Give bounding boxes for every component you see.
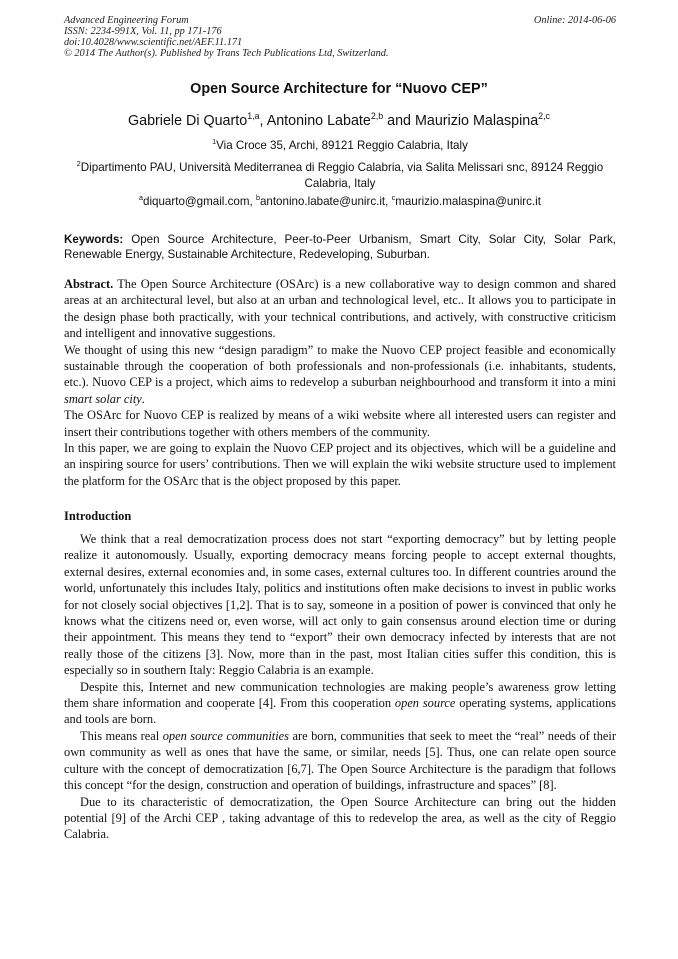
abstract-text: .	[141, 391, 145, 406]
email-mark: c	[391, 193, 396, 203]
affiliation-1	[64, 138, 616, 154]
copyright-line: © 2014 The Author(s). Published by Trans Tech Publications Ltd, Switzerland.	[64, 48, 389, 59]
journal-header	[64, 15, 616, 59]
author-emails	[64, 194, 616, 210]
keywords	[64, 232, 616, 262]
abstract-paragraph	[64, 342, 616, 408]
affiliation-mark: 1	[212, 137, 217, 147]
body-emphasis: open source communities	[162, 728, 289, 743]
body-paragraph	[64, 728, 616, 794]
email-address: diquarto@gmail.com,	[143, 195, 256, 208]
body-paragraph: We think that a real democratization process does not start “exporting democracy” but by letting people realize it autonomously. Usually, exporting democracy means forcing people to accept external thoughts, external desires, external economies and, in some cases, external cultures too. In different countries around the world, unfortunately this includes Italy, politics and institutions often make decisions to invest in public works for not closely social objectives [1,2]. That is to say, someone in a position of power is convinced that only he knows what the citizens need or, even worse, will act only to gain consensus around election time or during their appointment. This means they tend to “export” their own democracy infected by interests that are not really those of the citizens [3]. Now, more than in the past, most Italian cities suffer this condition, this is especially so in southern Italy: Reggio Calabria is an example.	[64, 532, 616, 678]
body-text: Despite this, Internet and new communication technologies are making people’s awareness grow letting them share information and cooperate [4]. From this cooperation	[64, 679, 616, 711]
author-affiliation-mark: 2,b	[370, 111, 384, 122]
author-name: Gabriele Di Quarto	[128, 113, 248, 129]
abstract-text: The Open Source Architecture (OSArc) is a new collaborative way to design common and shared areas at an architectural level, but also at an urban and technological level, etc.. It allows you to participate in the design phase both practically, with your technical contributions, and actively, with constructive criticism and intelligent and innovative suggestions.	[64, 277, 616, 341]
abstract-label: Abstract.	[64, 277, 114, 291]
body-text: are born, communities that seek to meet the “real” needs of their own community as well as ones that have the same, or similar, needs [5]. Thus, one can relate open source culture with the concept of democratization [6,7]. The Open Source Architecture is the paradigm that follows this concept “for the design, construction and operation of buildings, infrastructure and spaces” [8].	[64, 728, 617, 793]
author-name: Maurizio Malaspina	[414, 113, 539, 129]
doi-line: doi:10.4028/www.scientific.net/AEF.11.171	[64, 37, 243, 48]
affiliation-2	[64, 160, 616, 191]
author-separator: and	[383, 113, 415, 129]
abstract-paragraph: The OSArc for Nuovo CEP is realized by means of a wiki website where all interested users can register and insert their contributions together with others members of the community.	[64, 408, 616, 439]
section-heading-introduction: Introduction	[64, 509, 132, 523]
body-text: This means real	[80, 728, 163, 743]
keywords-text: Open Source Architecture, Peer-to-Peer Urbanism, Smart City, Solar City, Solar Park, Renewable Energy, Sustainable Architecture, Redeveloping, Suburban.	[64, 233, 616, 261]
email-address: antonino.labate@unirc.it,	[259, 195, 392, 208]
affiliation-mark: 2	[76, 159, 81, 169]
introduction-body	[64, 531, 616, 843]
abstract-text: We thought of using this new “design paradigm” to make the Nuovo CEP project feasible and economically sustainable through the cooperation of both professionals and non-professionals (i.e. inhabitants, students, etc.). Nuovo CEP is a project, which aims to redevelop a suburban neighbourhood and transform it into a mini	[64, 342, 616, 390]
body-emphasis: open source	[394, 696, 456, 711]
abstract-emphasis: smart solar city	[64, 391, 142, 406]
abstract	[64, 276, 616, 489]
online-date: Online: 2014-06-06	[533, 15, 616, 26]
body-paragraph	[64, 679, 616, 728]
abstract-paragraph	[64, 276, 616, 342]
email-mark: b	[255, 193, 260, 203]
body-text: operating systems, applications and tools are born.	[64, 696, 616, 727]
author-list	[0, 112, 678, 130]
affiliation-text: Dipartimento PAU, Università Mediterranea di Reggio Calabria, via Salita Melissari snc, 89124 Reggio Calabria, Italy	[80, 161, 604, 190]
author-affiliation-mark: 1,a	[247, 111, 260, 122]
abstract-paragraph: In this paper, we are going to explain the Nuovo CEP project and its objectives, which will be a guideline and an inspiring source for users’ contributions. Then we will explain the wiki website structure used to implement the platform for the OSArc that is the object proposed by this paper.	[64, 441, 616, 488]
email-mark: a	[139, 193, 143, 203]
paper-title: Open Source Architecture for “Nuovo CEP”	[190, 81, 488, 97]
issn-line: ISSN: 2234-991X, Vol. 11, pp 171-176	[64, 26, 222, 37]
email-address: maurizio.malaspina@unirc.it	[395, 195, 541, 208]
affiliation-text: Via Croce 35, Archi, 89121 Reggio Calabria, Italy	[216, 139, 468, 152]
keywords-label: Keywords:	[64, 233, 124, 246]
journal-name: Advanced Engineering Forum	[64, 15, 189, 26]
author-affiliation-mark: 2,c	[538, 111, 550, 122]
author-name: Antonino Labate	[266, 113, 371, 129]
body-paragraph: Due to its characteristic of democratization, the Open Source Architecture can bring out the hidden potential [9] of the Archi CEP , taking advantage of this to redevelop the area, as well as the city of Reggio Calabria.	[64, 794, 616, 842]
author-separator: ,	[259, 113, 267, 129]
